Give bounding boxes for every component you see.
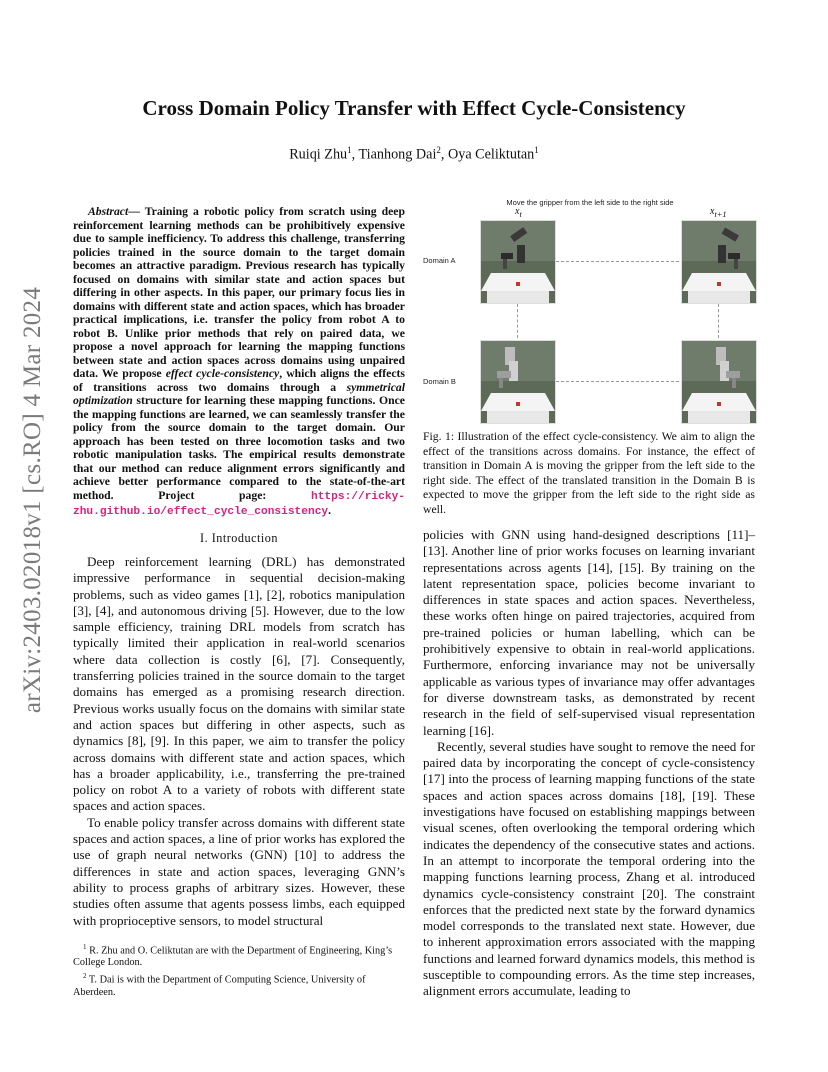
domain-a-scene-t <box>480 220 556 304</box>
robot-a-image <box>682 221 756 303</box>
abstract <box>73 205 405 520</box>
robot-a-image <box>481 221 555 303</box>
author-name: Oya Celiktutan <box>447 146 535 163</box>
abstract-text: structure for learning these mapping functions. Once the mapping functions are learned, we can seamlessly transfer the policy from the source domain to the target domain. Our approach has been tested on three locomotion tasks and two robotic manipulation tasks. The empirical results demonstrate that our method can reduce alignment errors significantly and achieve better performance compared to the state-of-the-art method. Project page: <box>73 394 405 502</box>
author-name: Tianhong Dai <box>358 146 437 163</box>
domain-a-scene-t1 <box>681 220 757 304</box>
project-page-link[interactable]: https://ricky-zhu.github.io/effect_cycle_consistency <box>73 490 405 518</box>
abstract-emphasis: effect cycle-consistency <box>165 367 280 380</box>
mapping-arrow-left <box>517 304 518 338</box>
domain-a-label: Domain A <box>423 256 456 265</box>
abstract-text: , which aligns the effects of transitions across two domains through a <box>73 367 405 394</box>
right-column-body <box>423 527 755 1000</box>
abstract-label: Abstract <box>87 205 129 218</box>
domain-b-scene-t1 <box>681 340 757 424</box>
figure-1 <box>423 195 757 425</box>
author-affiliation-mark: 2 <box>436 145 441 155</box>
state-subscript: t <box>519 210 522 219</box>
footnote-mark: 1 <box>83 943 87 951</box>
footnote-mark: 2 <box>83 972 87 981</box>
robot-b-image <box>682 341 756 423</box>
author-affiliation-mark: 1 <box>347 145 352 155</box>
domain-b-label: Domain B <box>423 377 456 386</box>
author-name: Ruiqi Zhu <box>289 146 348 163</box>
state-symbol: x <box>710 206 715 217</box>
footnote-text: T. Dai is with the Department of Computing Science, University of Aberdeen. <box>73 974 366 998</box>
state-label-xt <box>515 206 522 219</box>
abstract-text: . <box>328 504 332 517</box>
arxiv-identifier-text: arXiv:2403.02018v1 [cs.RO] 4 Mar 2024 <box>19 286 46 714</box>
author-list: Ruiqi Zhu$^1$, Tianhong Dai$^2$, Oya Celiktutan$^1$ <box>289 145 539 163</box>
transition-arrow-b <box>556 381 679 382</box>
state-symbol: x <box>515 206 520 217</box>
robot-b-image <box>481 341 555 423</box>
figure-task-description: Move the gripper from the left side to the right side <box>506 198 674 207</box>
mapping-arrow-right <box>718 304 719 338</box>
abstract-emphasis: symmetrical optimization <box>73 380 405 407</box>
section-heading-text: I. Introduction <box>200 531 278 545</box>
abstract-text: — Training a robotic policy from scratch using deep reinforcement learning methods can be prohibitively expensive due to sample inefficiency. To address this challenge, transferring policies trained in the source domain to the target domain becomes an attractive paradigm. Previous research has typically focused on domains with similar state and action spaces but differing in other aspects. In this paper, our primary focus lies in domains with different state and action spaces, which has broader practical implications, i.e. transfer the policy from robot A to robot B. Unlike prior methods that rely on paired data, we propose a novel approach for learning the mapping functions between state and action spaces across domains using unpaired data. We propose <box>73 205 405 380</box>
figure-caption: Fig. 1: Illustration of the effect cycle-consistency. We aim to align the effect of the transitions across domains. For instance, the effect of transition in Domain A is moving the gripper from the left side to the right side. The effect of the translated transition in the Domain B is expected to move the gripper from the left side to the right side as well. <box>423 430 755 516</box>
arxiv-identifier <box>18 286 48 714</box>
author-affiliation-mark: 1 <box>534 145 539 155</box>
footnote <box>73 970 405 998</box>
section-heading <box>73 531 405 546</box>
left-column-body <box>73 554 405 929</box>
state-label-xt1 <box>710 206 727 219</box>
state-subscript: t+1 <box>714 210 727 219</box>
footnote-text: R. Zhu and O. Celiktutan are with the Department of Engineering, King’s College London. <box>73 945 393 969</box>
footnote <box>73 941 405 969</box>
transition-arrow-a <box>556 261 679 262</box>
footnotes <box>73 941 405 1000</box>
paragraph: To enable policy transfer across domains with different state spaces and action spaces, a line of prior works has explored the use of graph neural networks (GNN) [10] to address the differences in state and action spaces, leveraging GNN’s ability to process graphs of arbitrary sizes. However, these studies often assume that agents possess limbs, each equipped with proprioceptive sensors, to model structural <box>73 814 405 928</box>
paragraph: Deep reinforcement learning (DRL) has demonstrated impressive performance in sequential decision-making problems, such as video games [1], [2], robotics manipulation [3], [4], and autonomous driving [5]. However, due to the low sample efficiency, training DRL models from scratch has typically limited their application in real-world scenarios where data collection is costly [6], [7]. Consequently, transferring policies trained in the source domain to the target domains has emerged as a promising research direction. Previous works usually focus on the domains with similar state and action spaces but differing in other aspects, such as dynamics [8], [9]. In this paper, we aim to transfer the policy across domains with different state and action spaces, which has a broader applicability, i.e., transferring the pre-trained policy on robot A to a variety of robots with different state spaces and action spaces. <box>73 554 405 814</box>
domain-b-scene-t <box>480 340 556 424</box>
paragraph: policies with GNN using hand-designed descriptions [11]–[13]. Another line of prior works focuses on learning invariant representations across agents [14], [15]. By training on the latent representation space, policies become invariant to differences in state spaces and action spaces. Nevertheless, these works often hinge on paired trajectories, acquired from pre-trained policies or human labelling, which can be prohibitively expensive to obtain in real-world applications. Furthermore, enforcing invariance may not be universally applicable as various types of invariance may offer advantages for diverse downstream tasks, as demonstrated by recent research in the field of self-supervised visual representation learning [16]. <box>423 527 755 738</box>
paper-title: Cross Domain Policy Transfer with Effect Cycle-Consistency <box>142 96 686 120</box>
paragraph: Recently, several studies have sought to remove the need for paired data by incorporating the concept of cycle-consistency [17] into the process of learning mapping functions of the state spaces and action spaces across domains [18], [19]. These investigations have focused on establishing mappings between visual scenes, often overlooking the temporal ordering which indicates the dependency of the consecutive states and actions. In an attempt to incorporate the temporal ordering into the mapping functions learning process, Zhang et al. introduced dynamics cycle-consistency constraint [20]. The constraint enforces that the predicted next state by the forward dynamics model corresponds to the translated next state. However, due to inherent approximation errors associated with the mapping functions and learned forward dynamics models, this method is susceptible to compounding errors. As the time step increases, alignment errors accumulate, leading to <box>423 738 755 999</box>
